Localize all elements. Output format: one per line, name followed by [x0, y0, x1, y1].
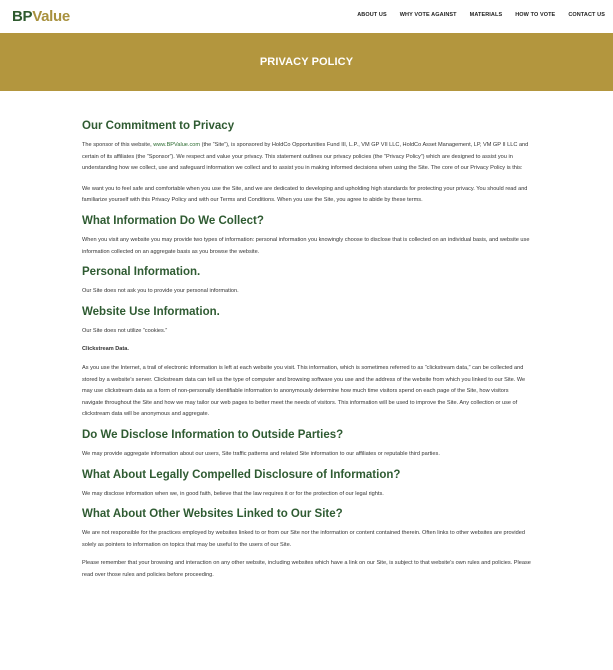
paragraph-commitment-1-end: (the “Site”), is sponsored by HoldCo Opportunities Fund III, L.P., VM GP VII LLC, HoldCo Asset Management, LP, VM GP II LLC and certain of its affiliates (the “Sponsor”). We respect and value your privacy. This statement outlines our privacy policies (the “Privacy Policy”) which are designed to assist you in understanding how we collect, use and safeguard information we collect and to assist you in making informed decisions when using the Site. The core of our Privacy Policy is this: [82, 142, 529, 172]
heading-commitment: Our Commitment to Privacy [82, 120, 235, 132]
paragraph-collect-1: When you visit any website you may provide two types of information: personal information you knowingly choose to disclose that is collected on an individual basis, and website use information collected on an aggregate basis as you browse the website. [82, 236, 530, 255]
nav-link-how-to-vote[interactable]: HOW TO VOTE [515, 12, 556, 18]
page-hero-banner [0, 33, 613, 91]
nav-link-about-us[interactable]: ABOUT US [357, 12, 387, 18]
paragraph-other-sites-1: We are not responsible for the practices employed by websites linked to or from our Site nor the information or content contained therein. Often links to other websites are provided solely as pointers to information on topics that may be useful to the users of our Site. [82, 530, 525, 548]
heading-disclose: Do We Disclose Information to Outside Parties? [82, 428, 344, 441]
site-url-link[interactable]: www.BPValue.com [153, 142, 201, 148]
paragraph-legal-1: We may disclose information when we, in good faith, believe that the law requires it or for the protection of our legal rights. [82, 490, 384, 497]
paragraph-commitment-2: We want you to feel safe and comfortable when you use the Site, and we are dedicated to developing and upholding high standards for protecting your privacy. You should read and familiarize yourself with this Privacy Policy and with our Terms and Conditions. When you use the Site, you agree to abide by these terms. [82, 185, 528, 204]
heading-other-sites: What About Other Websites Linked to Our Site? [82, 508, 343, 521]
paragraph-other-sites-2: Please remember that your browsing and interaction on any other website, including websites which have a link on our Site, is subject to that website’s own rules and policies. Please read over those rules and policies before proceeding. [82, 560, 531, 578]
paragraph-commitment-1-start: The sponsor of this website, [82, 142, 154, 148]
subheading-clickstream: Clickstream Data. [82, 346, 129, 353]
policy-content [0, 91, 613, 581]
nav-link-materials[interactable]: MATERIALS [469, 12, 503, 18]
logo-bp-text: BP [12, 8, 33, 25]
logo-value-text: Value [32, 8, 70, 25]
heading-legal: What About Legally Compelled Disclosure of Information? [82, 468, 401, 481]
top-navigation-bar [0, 0, 613, 33]
paragraph-personal-1: Our Site does not ask you to provide your personal information. [82, 288, 239, 295]
heading-personal: Personal Information. [82, 266, 201, 279]
paragraph-clickstream: As you use the Internet, a trail of electronic information is left at each website you visit. This information, which is sometimes referred to as “clickstream data,” can be collected and stored by a website’s server. Clickstream data can tell us the type of computer and browsing software you use and the address of the website from which you linked to our Site. We may use clickstream data as a form of non-personally identifiable information to anonymously determine how much time visitors spend on each page of the Site, how visitors navigate throughout the Site and how we may tailor our web pages to better meet the needs of visitors. This information will be used to improve the Site. Any collection or use of clickstream data will be anonymous and aggregate. [82, 364, 526, 418]
main-nav [344, 12, 605, 18]
paragraph-website-use-1: Our Site does not utilize “cookies.” [82, 327, 168, 334]
paragraph-disclose-1: We may provide aggregate information about our users, Site traffic patterns and related Site information to our affiliates or reputable third parties. [82, 450, 440, 457]
heading-website-use: Website Use Information. [82, 305, 220, 318]
nav-link-contact-us[interactable]: CONTACT US [568, 12, 605, 18]
paragraph-commitment-1 [82, 140, 531, 175]
page-title: PRIVACY POLICY [259, 56, 354, 68]
heading-collect: What Information Do We Collect? [82, 214, 264, 227]
site-logo[interactable] [12, 8, 70, 25]
nav-link-why-vote-against[interactable]: WHY VOTE AGAINST [399, 12, 457, 18]
